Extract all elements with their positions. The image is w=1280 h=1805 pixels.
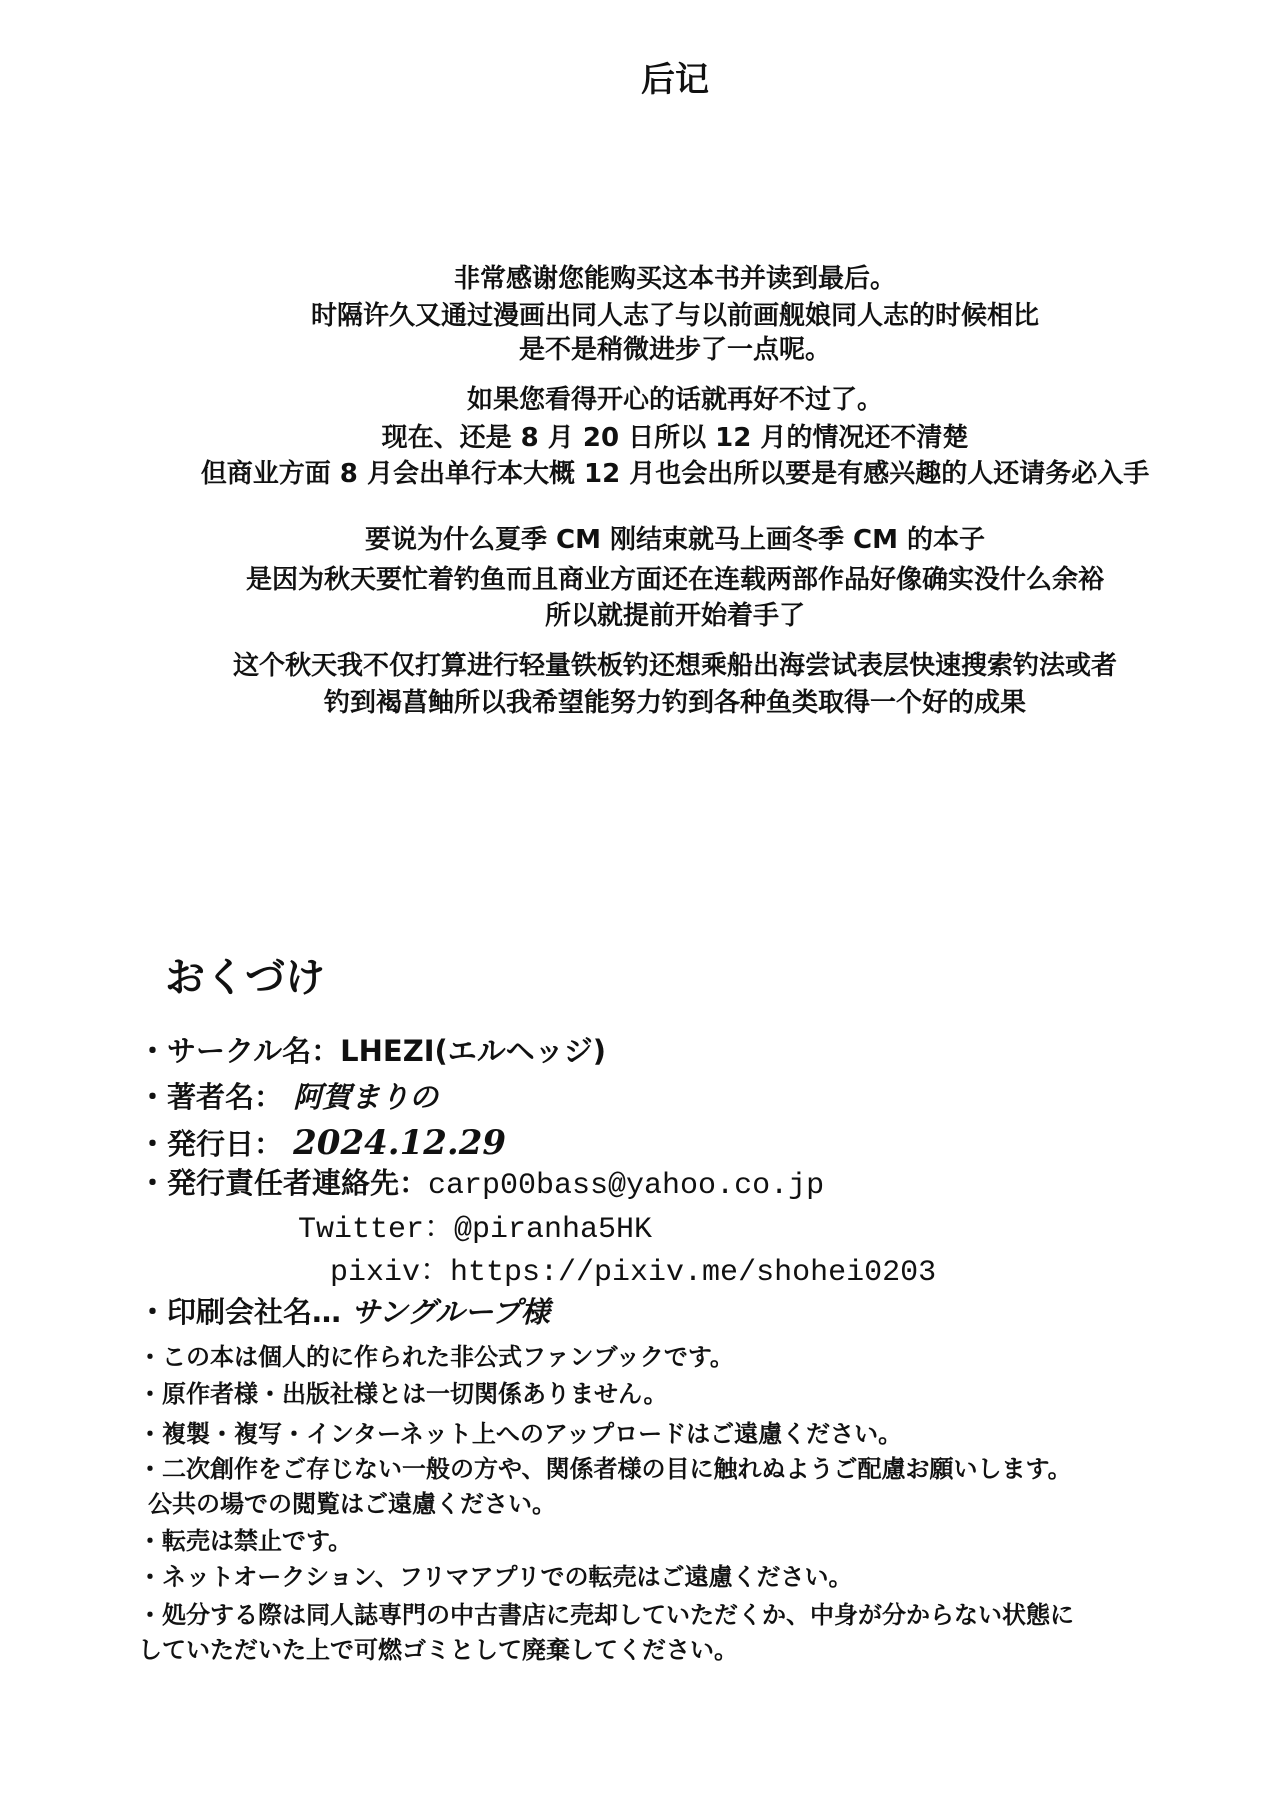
printer-row: [138, 1295, 550, 1329]
afterword-line: 是不是稍微进步了一点呢。: [518, 335, 831, 365]
date-label: ・発行日：: [138, 1127, 284, 1161]
twitter-label: Twitter：: [298, 1213, 455, 1247]
author-value: 阿賀まりの: [293, 1080, 439, 1114]
circle-row: [138, 1034, 606, 1068]
contact-label: ・発行責任者連絡先：: [138, 1166, 429, 1200]
note-line: ・複製・複写・インターネット上へのアップロードはご遠慮ください。: [138, 1420, 903, 1448]
twitter-row: [298, 1210, 652, 1247]
afterword-title: 后记: [641, 60, 709, 100]
afterword-line: 这个秋天我不仅打算进行轻量铁板钓还想乘船出海尝试表层快速搜索钓法或者: [232, 651, 1117, 681]
afterword-line: 要说为什么夏季 CM 刚结束就马上画冬季 CM 的本子: [364, 525, 986, 555]
note-line: 公共の場での閲覧はご遠慮ください。: [148, 1490, 556, 1518]
afterword-line: 所以就提前开始着手了: [544, 601, 805, 631]
note-line: ・処分する際は同人誌専門の中古書店に売却していただくか、中身が分からない状態に: [138, 1601, 1074, 1629]
afterword-line: 时隔许久又通过漫画出同人志了与以前画舰娘同人志的时候相比: [310, 301, 1039, 331]
pixiv-url: https://pixiv.me/shohei0203: [450, 1256, 937, 1290]
date-row: [138, 1123, 507, 1163]
colophon-title: おくづけ: [165, 955, 325, 1001]
afterword-line: 如果您看得开心的话就再好不过了。: [466, 385, 883, 415]
note-line: ・転売は禁止です。: [138, 1527, 353, 1555]
printer-value: サングループ様: [351, 1295, 550, 1329]
author-row: [138, 1080, 438, 1114]
note-line: ・この本は個人的に作られた非公式ファンブックです。: [138, 1343, 734, 1371]
contact-email: carp00bass@yahoo.co.jp: [428, 1169, 825, 1203]
afterword-line: 非常感谢您能购买这本书并读到最后。: [453, 264, 896, 294]
circle-label: ・サークル名：: [138, 1034, 341, 1068]
contact-row: [138, 1166, 824, 1203]
date-value: 2024.12.29: [293, 1123, 507, 1163]
pixiv-row: [330, 1253, 936, 1290]
note-line: ・原作者様・出版社様とは一切関係ありません。: [138, 1380, 668, 1408]
note-line: ・二次創作をご存じない一般の方や、関係者様の目に触れぬようご配慮お願いします。: [138, 1455, 1072, 1483]
pixiv-label: pixiv：: [330, 1256, 451, 1290]
afterword-line: 现在、还是 8 月 20 日所以 12 月的情况还不清楚: [381, 423, 969, 453]
printer-label: ・印刷会社名…: [138, 1295, 342, 1329]
note-line: していただいた上で可燃ゴミとして廃棄してください。: [138, 1636, 738, 1664]
afterword-line: 是因为秋天要忙着钓鱼而且商业方面还在连载两部作品好像确实没什么余裕: [245, 565, 1104, 595]
author-label: ・著者名：: [138, 1080, 284, 1114]
circle-value: LHEZI(エルヘッジ): [340, 1034, 607, 1068]
afterword-line: 钓到褐菖鲉所以我希望能努力钓到各种鱼类取得一个好的成果: [323, 688, 1026, 718]
afterword-line: 但商业方面 8 月会出单行本大概 12 月也会出所以要是有感兴趣的人还请务必入手: [200, 459, 1150, 489]
twitter-handle: @piranha5HK: [454, 1213, 653, 1247]
note-line: ・ネットオークション、フリマアプリでの転売はご遠慮ください。: [138, 1563, 853, 1591]
